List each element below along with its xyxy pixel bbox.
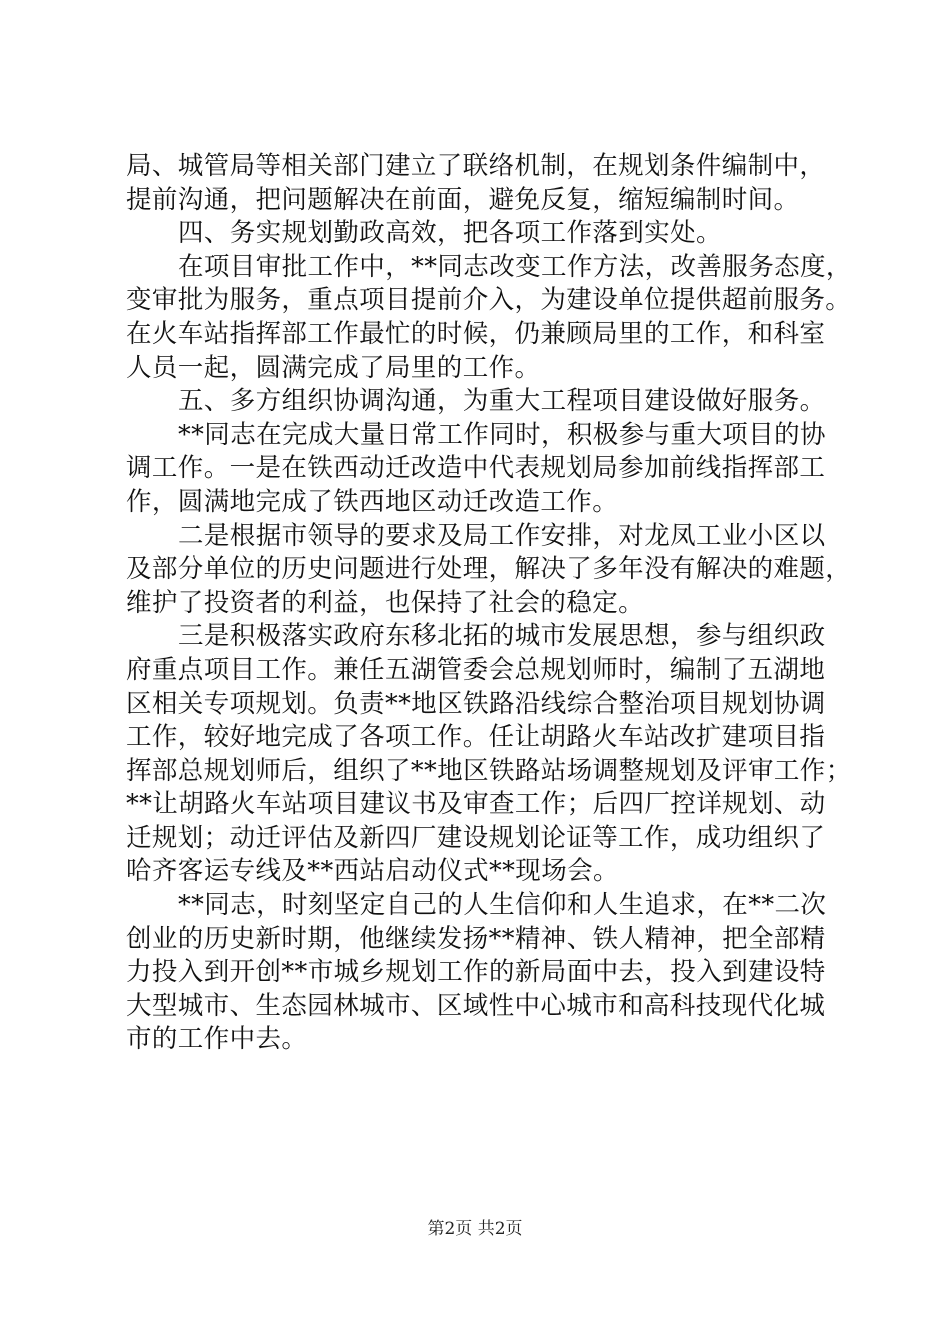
- page-number-label: 第2页 共2页: [427, 1219, 523, 1239]
- text-line: 在火车站指挥部工作最忙的时候，仍兼顾局里的工作，和科室: [126, 318, 826, 349]
- text-line: 三是积极落实政府东移北拓的城市发展思想，参与组织政: [178, 621, 826, 652]
- text-line: 府重点项目工作。兼任五湖管委会总规划师时，编制了五湖地: [126, 654, 826, 685]
- text-line: 市的工作中去。: [126, 1024, 308, 1055]
- text-line: 作，圆满地完成了铁西地区动迁改造工作。: [126, 486, 619, 517]
- text-line: 区相关专项规划。负责**地区铁路沿线综合整治项目规划协调: [126, 688, 826, 719]
- text-line: 提前沟通，把问题解决在前面，避免反复，缩短编制时间。: [126, 184, 800, 215]
- text-line: 迁规划；动迁评估及新四厂建设规划论证等工作，成功组织了: [126, 822, 826, 853]
- text-line: 创业的历史新时期，他继续发扬**精神、铁人精神，把全部精: [126, 923, 826, 954]
- text-line: 挥部总规划师后，组织了**地区铁路站场调整规划及评审工作；: [126, 755, 852, 786]
- text-line: 调工作。一是在铁西动迁改造中代表规划局参加前线指挥部工: [126, 453, 826, 484]
- section-heading: 五、多方组织协调沟通，为重大工程项目建设做好服务。: [178, 386, 826, 417]
- text-line: **同志在完成大量日常工作同时，积极参与重大项目的协: [178, 419, 826, 450]
- text-line: 二是根据市领导的要求及局工作安排，对龙凤工业小区以: [178, 520, 826, 551]
- text-line: 局、城管局等相关部门建立了联络机制，在规划条件编制中，: [126, 151, 826, 181]
- text-line: 力投入到开创**市城乡规划工作的新局面中去，投入到建设特: [126, 957, 826, 988]
- text-line: 人员一起，圆满完成了局里的工作。: [126, 352, 541, 383]
- text-line: 变审批为服务，重点项目提前介入，为建设单位提供超前服务。: [126, 285, 852, 316]
- text-line: 在项目审批工作中，**同志改变工作方法，改善服务态度，: [178, 251, 852, 282]
- text-line: 大型城市、生态园林城市、区域性中心城市和高科技现代化城: [126, 990, 826, 1021]
- text-line: **让胡路火车站项目建议书及审查工作；后四厂控详规划、动: [126, 789, 826, 820]
- text-line: 维护了投资者的利益，也保持了社会的稳定。: [126, 587, 645, 618]
- section-heading: 四、务实规划勤政高效，把各项工作落到实处。: [178, 218, 722, 249]
- document-body: [126, 150, 852, 1057]
- page-footer: [0, 1214, 950, 1239]
- text-line: 及部分单位的历史问题进行处理，解决了多年没有解决的难题，: [126, 554, 852, 585]
- text-line: **同志，时刻坚定自己的人生信仰和人生追求，在**二次: [178, 890, 827, 921]
- text-line: 工作，较好地完成了各项工作。任让胡路火车站改扩建项目指: [126, 722, 826, 753]
- text-line: 哈齐客运专线及**西站启动仪式**现场会。: [126, 856, 619, 887]
